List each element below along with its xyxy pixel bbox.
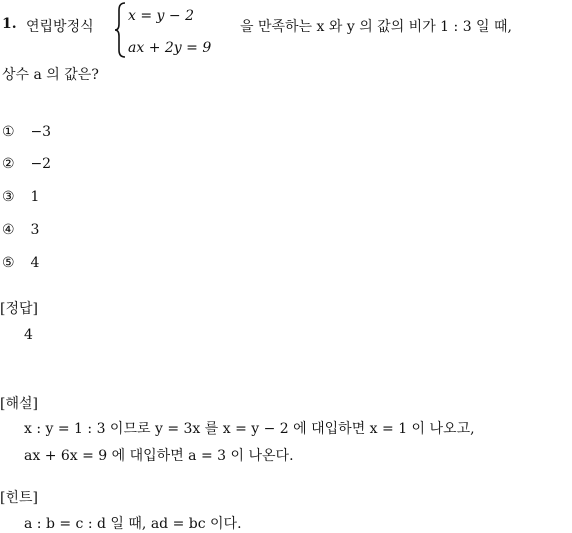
choice-value: −2 — [30, 156, 52, 172]
choice-value: −3 — [30, 124, 52, 140]
left-brace-icon — [114, 2, 126, 58]
choice-1[interactable] — [2, 124, 51, 140]
choice-3[interactable] — [2, 189, 39, 205]
explanation-heading: [해설] — [0, 396, 38, 412]
choice-value: 4 — [30, 255, 40, 271]
choice-value: 1 — [30, 189, 40, 205]
explanation-line-1: x : y = 1 : 3 이므로 y = 3x 를 x = y − 2 에 대입하면 x = 1 이 나오고, — [24, 421, 475, 437]
choice-marker: ⑤ — [2, 255, 15, 271]
choice-value: 3 — [30, 222, 40, 238]
problem-stem-prefix: 연립방정식 — [26, 19, 94, 35]
answer-value: 4 — [24, 327, 33, 343]
explanation-line-2: ax + 6x = 9 에 대입하면 a = 3 이 나온다. — [24, 448, 294, 464]
answer-heading: [정답] — [0, 301, 38, 317]
system-equation-2: ax + 2y = 9 — [128, 40, 212, 56]
hint-heading: [힌트] — [0, 490, 38, 506]
choice-2[interactable] — [2, 156, 51, 172]
problem-number: 1. — [2, 16, 17, 32]
problem-stem-suffix: 을 만족하는 x 와 y 의 값의 비가 1 : 3 일 때, — [240, 19, 512, 35]
choice-marker: ② — [2, 156, 15, 172]
problem-stem-line2: 상수 a 의 값은? — [2, 67, 99, 83]
choice-5[interactable] — [2, 255, 39, 271]
hint-line-1: a : b = c : d 일 때, ad = bc 이다. — [24, 516, 242, 532]
system-equation-1: x = y − 2 — [128, 8, 194, 24]
choice-marker: ④ — [2, 222, 15, 238]
choice-marker: ① — [2, 124, 15, 140]
choice-marker: ③ — [2, 189, 15, 205]
choice-4[interactable] — [2, 222, 39, 238]
